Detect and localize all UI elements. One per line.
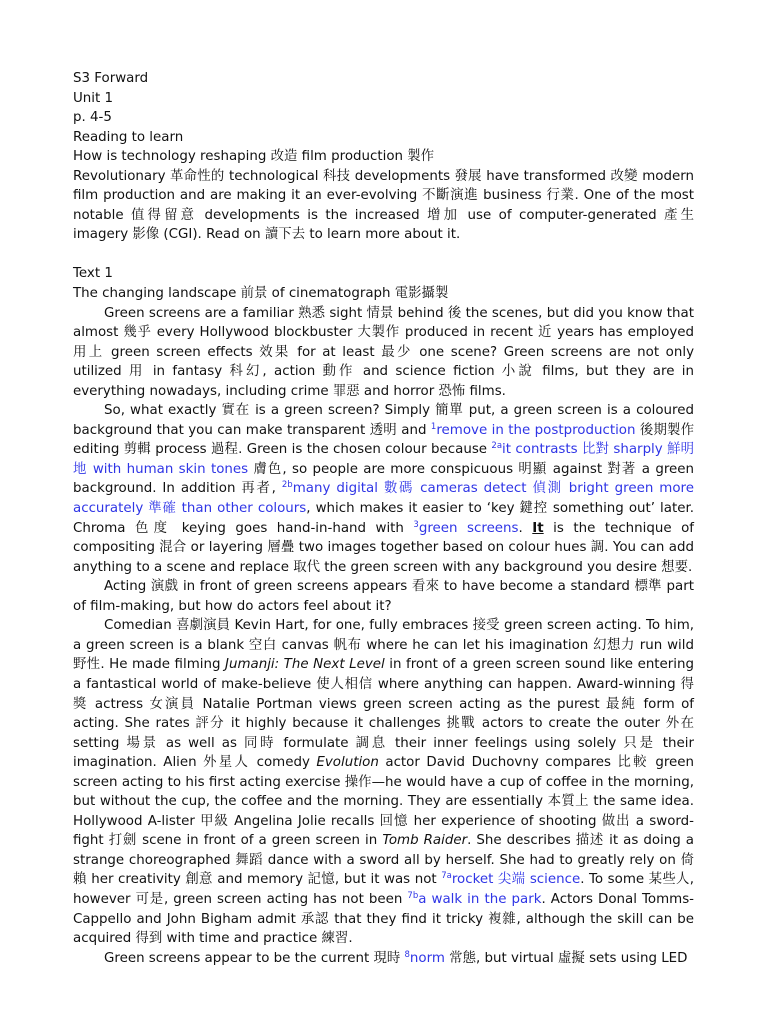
footnote-marker: 2b xyxy=(281,480,293,491)
highlighted-phrase: rocket 尖端 science xyxy=(451,872,581,888)
text-title: The changing landscape 前景 of cinematograph 電影攝製 xyxy=(73,286,449,302)
spacer xyxy=(73,245,694,265)
underlined-word: It xyxy=(532,520,544,536)
footnote-marker: 3 xyxy=(413,519,419,530)
footnote-marker: 8 xyxy=(404,949,410,960)
section-title: Reading to learn xyxy=(73,129,184,145)
highlighted-phrase: it contrasts 比對 sharply 鮮明地 with human skin tones xyxy=(73,442,694,477)
film-title: Evolution xyxy=(316,755,379,771)
guiding-question: How is technology reshaping 改造 film production 製作 xyxy=(73,149,435,165)
footnote-marker: 2a xyxy=(491,441,503,452)
paragraph-3: Acting 演戲 in front of green screens appears 看來 to have become a standard 標準 part of film-making, but how do actors feel about it? xyxy=(73,579,694,614)
course-name: S3 Forward xyxy=(73,71,149,86)
paragraph-2: So, what exactly 實在 is a green screen? Simply 簡單 put, a green screen is a coloured background that you can make transparent 透明 and $^1$remove in the postproduction 後期製作 editing 剪輯 process 過程. Green is the chosen colour because $^{2a}$it contrasts 比對 sharply 鮮明地 with human skin tones 膚色, so people are more conspicuous 明顯 against 對著 a green background. In addition 再者, $^{2b}$many digital 數碼 cameras detect 偵測 bright green more accurately 準確 than other colours, which makes it easier to ‘key 鍵控 something out’ later. Chroma 色度 keying goes hand-in-hand with $^3$green screens. It is the technique of compositing 混合 or layering 層疊 two images together based on colour hues 調. You can add anything to a scene and replace 取代 the green screen with any background you desire 想要. xyxy=(73,403,695,575)
unit-label: Unit 1 xyxy=(73,90,114,106)
film-title: Jumanji: The Next Level xyxy=(225,657,385,673)
footnote-marker: 7a xyxy=(441,871,452,882)
highlighted-phrase: a walk in the park xyxy=(418,891,542,907)
highlighted-phrase: many digital 數碼 cameras detect 偵測 bright green more accurately 準確 than other colours xyxy=(73,481,694,517)
paragraph-4: Comedian 喜劇演員 Kevin Hart, for one, fully embraces 接受 green screen acting. To him, a green screen is a blank 空白 canvas 帆布 where he can let his imagination 幻想力 run wild 野性. He made filming Jumanji: The Next Level in front of a green screen sound like entering a fantastical world of make-believe 使人相信 where anything can happen. Award-winning 得獎 actress 女演員 Natalie Portman views green screen acting as the purest 最純 form of acting. She rates 評分 it highly because it challenges 挑戰 actors to create the outer 外在 setting 場景 as well as 同時 formulate 調息 their inner feelings using solely 只是 their imagination. Alien 外星人 comedy Evolution actor David Duchovny compares 比較 green screen acting to his first acting exercise 操作—he would have a cup of coffee in the morning, but without the cup, the coffee and the morning. They are essentially 本質上 the same idea. Hollywood A-lister 甲級 Angelina Jolie recalls 回憶 her experience of shooting 做出 a sword-fight 打劍 scene in front of a green screen in Tomb Raider. She describes 描述 it as doing a strange choreographed 舞蹈 dance with a sword all by herself. She had to greatly rely on 倚賴 her creativity 創意 and memory 記憶, but it was not $^{7a}$rocket 尖端 science. To some 某些人, however 可是, green screen acting has not been $^{7b}$a walk in the park. Actors Donal Tomms-Cappello and John Bigham admit 承認 that they find it tricky 複雜, although the skill can be acquired 得到 with time and practice 練習. xyxy=(73,618,695,947)
film-title: Tomb Raider xyxy=(382,833,468,849)
footnote-marker: 7b xyxy=(407,890,419,901)
highlighted-phrase: norm xyxy=(409,950,445,966)
paragraph-5: Green screens appear to be the current 現時 $^8$norm 常態, but virtual 虛擬 sets using LED xyxy=(104,949,688,966)
text-label: Text 1 xyxy=(73,266,113,282)
paragraph-1: Green screens are a familiar 熟悉 sight 情景 behind 後 the scenes, but did you know that almost 幾乎 every Hollywood blockbuster 大製作 produced in recent 近 years has employed 用上 green screen effects 效果 for at least 最少 one scene? Green screens are not only utilized 用 in fantasy 科幻, action 動作 and science fiction 小說 films, but they are in everything nowadays, including crime 罪惡 and horror 恐怖 films. xyxy=(73,305,694,399)
footnote-marker: 1 xyxy=(430,421,437,432)
page-range: p. 4-5 xyxy=(73,110,112,126)
highlighted-phrase: remove in the postproduction xyxy=(436,422,636,438)
highlighted-phrase: green screens xyxy=(418,520,519,536)
intro-paragraph: Revolutionary 革命性的 technological 科技 developments 發展 have transformed 改變 modern film production and are making it an ever-evolving 不斷演進 business 行業. One of the most notable 值得留意 developments is the increased 增加 use of computer-generated 產生 imagery 影像 (CGI). Read on 讀下去 to learn more about it. xyxy=(73,168,694,243)
